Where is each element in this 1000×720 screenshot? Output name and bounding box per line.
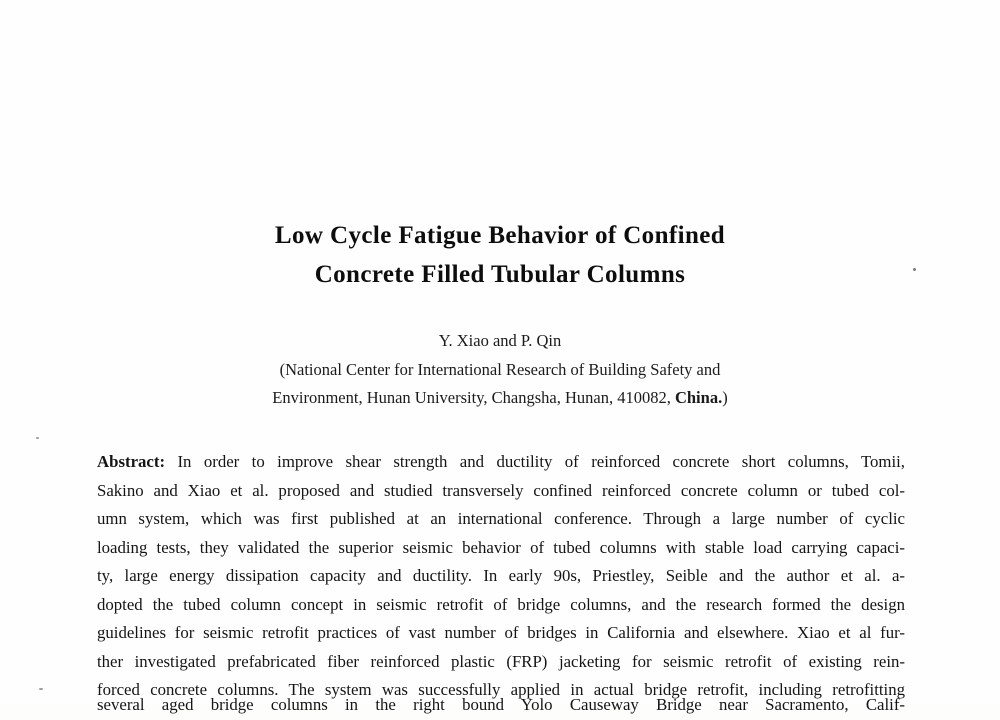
affiliation-line1: (National Center for International Research of Building Safety and [279, 360, 721, 379]
abstract-first-line [97, 448, 905, 477]
scan-speck [39, 688, 43, 690]
paper-title-line1: Low Cycle Fatigue Behavior of Confined [274, 222, 726, 249]
authors-line: Y. Xiao and P. Qin [438, 331, 562, 350]
abstract-lines-container [97, 477, 905, 705]
affiliation-country: China. [674, 388, 723, 407]
abstract-line: Sakino and Xiao et al. proposed and studied transversely confined reinforced concrete column or tubed col- [97, 480, 905, 500]
affiliation-line2-text: Environment, Hunan University, Changsha, Hunan, 410082, [272, 388, 675, 407]
abstract-line: forced concrete columns. The system was successfully applied in actual bridge retrofit, including retrofitting [97, 680, 905, 699]
paper-title-line2: Concrete Filled Tubular Columns [314, 261, 686, 288]
abstract-line: loading tests, they validated the superior seismic behavior of tubed columns with stable load carrying capaci- [97, 537, 905, 557]
abstract-paragraph [97, 448, 905, 705]
abstract-cutoff-line: several aged bridge columns in the right bound Yolo Causeway Bridge near Sacramento, Calif- [97, 695, 905, 714]
abstract-line: umn system, which was first published at an international conference. Through a large number of cyclic [97, 509, 905, 528]
abstract-line: ty, large energy dissipation capacity and ductility. In early 90s, Priestley, Seible and the author et al. a- [97, 566, 905, 585]
abstract-label: Abstract: [97, 452, 166, 471]
affiliation-close-paren: ) [722, 388, 728, 407]
abstract-line: guidelines for seismic retrofit practices of vast number of bridges in California and elsewhere. Xiao et al fur- [97, 623, 905, 642]
scan-speck [36, 437, 39, 439]
abstract-line: ther investigated prefabricated fiber reinforced plastic (FRP) jacketing for seismic retrofit of existing rein- [97, 651, 905, 671]
abstract-line: dopted the tubed column concept in seismic retrofit of bridge columns, and the research formed the design [97, 594, 905, 614]
abstract-first-line-text: In order to improve shear strength and ductility of reinforced concrete short columns, Tomii, [177, 452, 905, 471]
affiliation-line2 [0, 388, 1000, 408]
paper-title [0, 216, 1000, 294]
scan-speck [913, 268, 916, 271]
